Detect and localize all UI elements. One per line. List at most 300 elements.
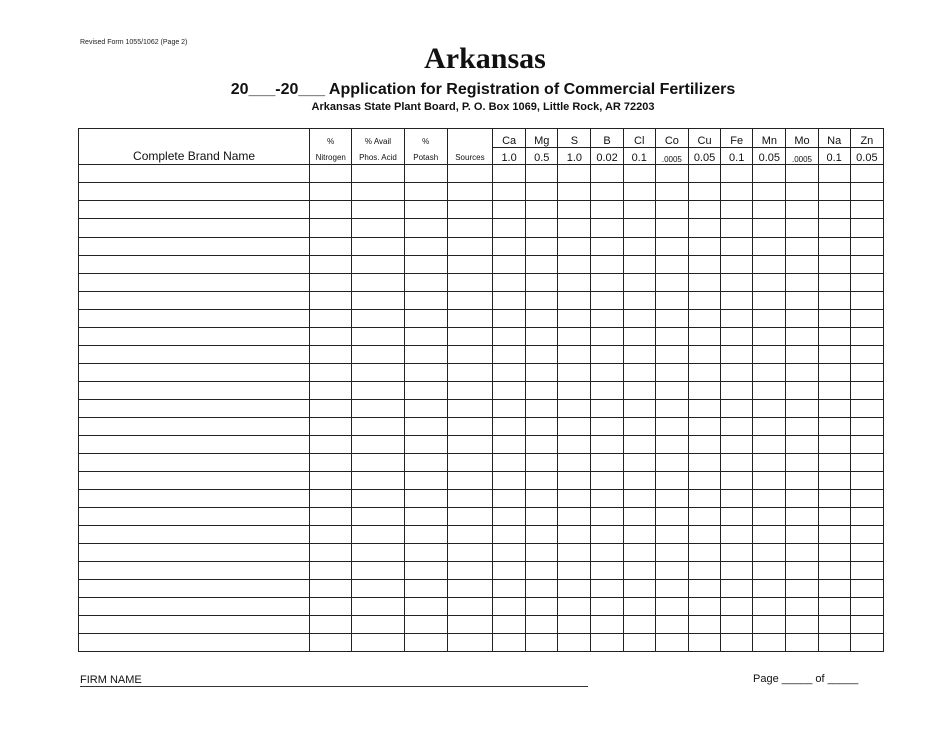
value-cell[interactable] bbox=[558, 633, 591, 651]
value-cell[interactable] bbox=[786, 615, 818, 633]
value-cell[interactable] bbox=[526, 399, 558, 417]
value-cell[interactable] bbox=[558, 219, 591, 237]
value-cell[interactable] bbox=[591, 345, 623, 363]
value-cell[interactable] bbox=[721, 417, 753, 435]
value-cell[interactable] bbox=[623, 525, 655, 543]
value-cell[interactable] bbox=[447, 201, 492, 219]
value-cell[interactable] bbox=[352, 543, 404, 561]
value-cell[interactable] bbox=[688, 255, 720, 273]
value-cell[interactable] bbox=[310, 237, 352, 255]
value-cell[interactable] bbox=[655, 345, 688, 363]
value-cell[interactable] bbox=[753, 219, 786, 237]
value-cell[interactable] bbox=[493, 615, 526, 633]
value-cell[interactable] bbox=[352, 291, 404, 309]
value-cell[interactable] bbox=[526, 579, 558, 597]
value-cell[interactable] bbox=[352, 219, 404, 237]
brand-name-cell[interactable] bbox=[79, 219, 310, 237]
value-cell[interactable] bbox=[850, 291, 883, 309]
value-cell[interactable] bbox=[818, 615, 850, 633]
value-cell[interactable] bbox=[786, 165, 818, 183]
value-cell[interactable] bbox=[310, 201, 352, 219]
value-cell[interactable] bbox=[786, 633, 818, 651]
value-cell[interactable] bbox=[591, 399, 623, 417]
value-cell[interactable] bbox=[623, 219, 655, 237]
value-cell[interactable] bbox=[447, 255, 492, 273]
value-cell[interactable] bbox=[310, 525, 352, 543]
value-cell[interactable] bbox=[623, 633, 655, 651]
value-cell[interactable] bbox=[310, 507, 352, 525]
value-cell[interactable] bbox=[753, 183, 786, 201]
brand-name-cell[interactable] bbox=[79, 597, 310, 615]
value-cell[interactable] bbox=[818, 579, 850, 597]
value-cell[interactable] bbox=[721, 183, 753, 201]
brand-name-cell[interactable] bbox=[79, 525, 310, 543]
value-cell[interactable] bbox=[850, 183, 883, 201]
value-cell[interactable] bbox=[721, 507, 753, 525]
value-cell[interactable] bbox=[753, 291, 786, 309]
value-cell[interactable] bbox=[591, 183, 623, 201]
value-cell[interactable] bbox=[850, 219, 883, 237]
value-cell[interactable] bbox=[493, 381, 526, 399]
value-cell[interactable] bbox=[818, 273, 850, 291]
value-cell[interactable] bbox=[591, 543, 623, 561]
value-cell[interactable] bbox=[655, 435, 688, 453]
value-cell[interactable] bbox=[447, 273, 492, 291]
value-cell[interactable] bbox=[526, 633, 558, 651]
value-cell[interactable] bbox=[688, 183, 720, 201]
value-cell[interactable] bbox=[558, 345, 591, 363]
value-cell[interactable] bbox=[493, 255, 526, 273]
value-cell[interactable] bbox=[850, 507, 883, 525]
value-cell[interactable] bbox=[447, 453, 492, 471]
value-cell[interactable] bbox=[786, 417, 818, 435]
value-cell[interactable] bbox=[591, 381, 623, 399]
value-cell[interactable] bbox=[850, 237, 883, 255]
value-cell[interactable] bbox=[447, 525, 492, 543]
value-cell[interactable] bbox=[786, 291, 818, 309]
value-cell[interactable] bbox=[688, 165, 720, 183]
value-cell[interactable] bbox=[558, 561, 591, 579]
value-cell[interactable] bbox=[850, 633, 883, 651]
value-cell[interactable] bbox=[688, 201, 720, 219]
value-cell[interactable] bbox=[818, 201, 850, 219]
value-cell[interactable] bbox=[623, 291, 655, 309]
value-cell[interactable] bbox=[786, 237, 818, 255]
value-cell[interactable] bbox=[447, 363, 492, 381]
value-cell[interactable] bbox=[591, 291, 623, 309]
value-cell[interactable] bbox=[623, 453, 655, 471]
value-cell[interactable] bbox=[655, 309, 688, 327]
value-cell[interactable] bbox=[526, 507, 558, 525]
value-cell[interactable] bbox=[688, 561, 720, 579]
value-cell[interactable] bbox=[352, 381, 404, 399]
value-cell[interactable] bbox=[655, 417, 688, 435]
brand-name-cell[interactable] bbox=[79, 273, 310, 291]
value-cell[interactable] bbox=[818, 525, 850, 543]
value-cell[interactable] bbox=[753, 471, 786, 489]
value-cell[interactable] bbox=[352, 201, 404, 219]
value-cell[interactable] bbox=[352, 579, 404, 597]
value-cell[interactable] bbox=[753, 237, 786, 255]
value-cell[interactable] bbox=[850, 399, 883, 417]
value-cell[interactable] bbox=[558, 543, 591, 561]
value-cell[interactable] bbox=[591, 417, 623, 435]
value-cell[interactable] bbox=[753, 543, 786, 561]
brand-name-cell[interactable] bbox=[79, 165, 310, 183]
value-cell[interactable] bbox=[623, 183, 655, 201]
value-cell[interactable] bbox=[753, 363, 786, 381]
value-cell[interactable] bbox=[721, 615, 753, 633]
value-cell[interactable] bbox=[493, 237, 526, 255]
value-cell[interactable] bbox=[493, 471, 526, 489]
value-cell[interactable] bbox=[352, 237, 404, 255]
value-cell[interactable] bbox=[493, 507, 526, 525]
brand-name-cell[interactable] bbox=[79, 381, 310, 399]
value-cell[interactable] bbox=[818, 345, 850, 363]
value-cell[interactable] bbox=[655, 165, 688, 183]
value-cell[interactable] bbox=[721, 453, 753, 471]
value-cell[interactable] bbox=[753, 309, 786, 327]
value-cell[interactable] bbox=[623, 471, 655, 489]
value-cell[interactable] bbox=[526, 363, 558, 381]
value-cell[interactable] bbox=[786, 363, 818, 381]
value-cell[interactable] bbox=[818, 183, 850, 201]
value-cell[interactable] bbox=[818, 597, 850, 615]
brand-name-cell[interactable] bbox=[79, 543, 310, 561]
value-cell[interactable] bbox=[558, 183, 591, 201]
value-cell[interactable] bbox=[818, 165, 850, 183]
value-cell[interactable] bbox=[623, 615, 655, 633]
value-cell[interactable] bbox=[688, 597, 720, 615]
value-cell[interactable] bbox=[493, 201, 526, 219]
value-cell[interactable] bbox=[526, 237, 558, 255]
value-cell[interactable] bbox=[352, 165, 404, 183]
value-cell[interactable] bbox=[721, 363, 753, 381]
value-cell[interactable] bbox=[493, 273, 526, 291]
value-cell[interactable] bbox=[753, 327, 786, 345]
value-cell[interactable] bbox=[818, 633, 850, 651]
value-cell[interactable] bbox=[850, 453, 883, 471]
value-cell[interactable] bbox=[558, 453, 591, 471]
value-cell[interactable] bbox=[493, 525, 526, 543]
value-cell[interactable] bbox=[655, 291, 688, 309]
value-cell[interactable] bbox=[526, 165, 558, 183]
value-cell[interactable] bbox=[526, 327, 558, 345]
value-cell[interactable] bbox=[447, 435, 492, 453]
value-cell[interactable] bbox=[310, 489, 352, 507]
value-cell[interactable] bbox=[352, 471, 404, 489]
value-cell[interactable] bbox=[493, 291, 526, 309]
value-cell[interactable] bbox=[786, 255, 818, 273]
value-cell[interactable] bbox=[352, 615, 404, 633]
value-cell[interactable] bbox=[623, 543, 655, 561]
value-cell[interactable] bbox=[688, 399, 720, 417]
value-cell[interactable] bbox=[850, 543, 883, 561]
value-cell[interactable] bbox=[447, 615, 492, 633]
value-cell[interactable] bbox=[558, 237, 591, 255]
value-cell[interactable] bbox=[493, 543, 526, 561]
value-cell[interactable] bbox=[493, 579, 526, 597]
value-cell[interactable] bbox=[404, 219, 447, 237]
value-cell[interactable] bbox=[818, 309, 850, 327]
value-cell[interactable] bbox=[493, 345, 526, 363]
value-cell[interactable] bbox=[493, 363, 526, 381]
value-cell[interactable] bbox=[688, 525, 720, 543]
value-cell[interactable] bbox=[447, 309, 492, 327]
value-cell[interactable] bbox=[447, 597, 492, 615]
value-cell[interactable] bbox=[404, 381, 447, 399]
value-cell[interactable] bbox=[352, 327, 404, 345]
value-cell[interactable] bbox=[753, 399, 786, 417]
value-cell[interactable] bbox=[623, 399, 655, 417]
value-cell[interactable] bbox=[526, 435, 558, 453]
value-cell[interactable] bbox=[591, 165, 623, 183]
value-cell[interactable] bbox=[818, 399, 850, 417]
value-cell[interactable] bbox=[591, 255, 623, 273]
value-cell[interactable] bbox=[655, 399, 688, 417]
value-cell[interactable] bbox=[786, 273, 818, 291]
brand-name-cell[interactable] bbox=[79, 507, 310, 525]
value-cell[interactable] bbox=[688, 507, 720, 525]
value-cell[interactable] bbox=[591, 597, 623, 615]
value-cell[interactable] bbox=[352, 399, 404, 417]
value-cell[interactable] bbox=[310, 255, 352, 273]
value-cell[interactable] bbox=[850, 561, 883, 579]
value-cell[interactable] bbox=[688, 219, 720, 237]
value-cell[interactable] bbox=[688, 363, 720, 381]
value-cell[interactable] bbox=[623, 309, 655, 327]
value-cell[interactable] bbox=[447, 183, 492, 201]
value-cell[interactable] bbox=[721, 579, 753, 597]
value-cell[interactable] bbox=[786, 561, 818, 579]
value-cell[interactable] bbox=[591, 471, 623, 489]
value-cell[interactable] bbox=[352, 453, 404, 471]
value-cell[interactable] bbox=[526, 309, 558, 327]
value-cell[interactable] bbox=[404, 471, 447, 489]
value-cell[interactable] bbox=[850, 435, 883, 453]
value-cell[interactable] bbox=[753, 255, 786, 273]
value-cell[interactable] bbox=[310, 399, 352, 417]
value-cell[interactable] bbox=[404, 507, 447, 525]
value-cell[interactable] bbox=[655, 633, 688, 651]
value-cell[interactable] bbox=[623, 273, 655, 291]
value-cell[interactable] bbox=[818, 237, 850, 255]
value-cell[interactable] bbox=[786, 597, 818, 615]
value-cell[interactable] bbox=[352, 435, 404, 453]
value-cell[interactable] bbox=[753, 417, 786, 435]
value-cell[interactable] bbox=[721, 327, 753, 345]
value-cell[interactable] bbox=[310, 597, 352, 615]
value-cell[interactable] bbox=[786, 399, 818, 417]
value-cell[interactable] bbox=[850, 525, 883, 543]
value-cell[interactable] bbox=[558, 255, 591, 273]
value-cell[interactable] bbox=[623, 417, 655, 435]
value-cell[interactable] bbox=[623, 507, 655, 525]
value-cell[interactable] bbox=[404, 435, 447, 453]
value-cell[interactable] bbox=[558, 201, 591, 219]
value-cell[interactable] bbox=[558, 327, 591, 345]
value-cell[interactable] bbox=[310, 363, 352, 381]
value-cell[interactable] bbox=[526, 255, 558, 273]
value-cell[interactable] bbox=[310, 633, 352, 651]
value-cell[interactable] bbox=[310, 273, 352, 291]
value-cell[interactable] bbox=[623, 561, 655, 579]
value-cell[interactable] bbox=[655, 615, 688, 633]
value-cell[interactable] bbox=[623, 327, 655, 345]
value-cell[interactable] bbox=[818, 435, 850, 453]
value-cell[interactable] bbox=[786, 327, 818, 345]
value-cell[interactable] bbox=[447, 579, 492, 597]
value-cell[interactable] bbox=[655, 363, 688, 381]
value-cell[interactable] bbox=[688, 615, 720, 633]
value-cell[interactable] bbox=[310, 219, 352, 237]
value-cell[interactable] bbox=[310, 345, 352, 363]
value-cell[interactable] bbox=[721, 237, 753, 255]
value-cell[interactable] bbox=[688, 381, 720, 399]
value-cell[interactable] bbox=[753, 615, 786, 633]
value-cell[interactable] bbox=[558, 291, 591, 309]
value-cell[interactable] bbox=[591, 219, 623, 237]
value-cell[interactable] bbox=[753, 453, 786, 471]
value-cell[interactable] bbox=[591, 309, 623, 327]
value-cell[interactable] bbox=[753, 489, 786, 507]
value-cell[interactable] bbox=[655, 327, 688, 345]
value-cell[interactable] bbox=[786, 453, 818, 471]
value-cell[interactable] bbox=[310, 453, 352, 471]
value-cell[interactable] bbox=[404, 633, 447, 651]
value-cell[interactable] bbox=[526, 471, 558, 489]
value-cell[interactable] bbox=[655, 237, 688, 255]
value-cell[interactable] bbox=[818, 471, 850, 489]
value-cell[interactable] bbox=[404, 183, 447, 201]
value-cell[interactable] bbox=[786, 525, 818, 543]
value-cell[interactable] bbox=[404, 615, 447, 633]
value-cell[interactable] bbox=[623, 255, 655, 273]
value-cell[interactable] bbox=[753, 345, 786, 363]
value-cell[interactable] bbox=[558, 507, 591, 525]
value-cell[interactable] bbox=[558, 579, 591, 597]
value-cell[interactable] bbox=[753, 633, 786, 651]
value-cell[interactable] bbox=[447, 399, 492, 417]
value-cell[interactable] bbox=[526, 273, 558, 291]
value-cell[interactable] bbox=[753, 435, 786, 453]
value-cell[interactable] bbox=[721, 435, 753, 453]
value-cell[interactable] bbox=[526, 201, 558, 219]
value-cell[interactable] bbox=[688, 633, 720, 651]
value-cell[interactable] bbox=[526, 417, 558, 435]
value-cell[interactable] bbox=[786, 381, 818, 399]
value-cell[interactable] bbox=[404, 201, 447, 219]
value-cell[interactable] bbox=[721, 633, 753, 651]
value-cell[interactable] bbox=[623, 489, 655, 507]
value-cell[interactable] bbox=[447, 237, 492, 255]
value-cell[interactable] bbox=[493, 561, 526, 579]
value-cell[interactable] bbox=[591, 237, 623, 255]
value-cell[interactable] bbox=[352, 561, 404, 579]
value-cell[interactable] bbox=[447, 345, 492, 363]
value-cell[interactable] bbox=[591, 489, 623, 507]
value-cell[interactable] bbox=[352, 363, 404, 381]
value-cell[interactable] bbox=[558, 381, 591, 399]
value-cell[interactable] bbox=[850, 255, 883, 273]
brand-name-cell[interactable] bbox=[79, 633, 310, 651]
value-cell[interactable] bbox=[623, 579, 655, 597]
brand-name-cell[interactable] bbox=[79, 183, 310, 201]
value-cell[interactable] bbox=[850, 201, 883, 219]
value-cell[interactable] bbox=[655, 453, 688, 471]
brand-name-cell[interactable] bbox=[79, 327, 310, 345]
value-cell[interactable] bbox=[655, 561, 688, 579]
value-cell[interactable] bbox=[526, 525, 558, 543]
value-cell[interactable] bbox=[721, 381, 753, 399]
value-cell[interactable] bbox=[352, 345, 404, 363]
value-cell[interactable] bbox=[591, 633, 623, 651]
brand-name-cell[interactable] bbox=[79, 399, 310, 417]
value-cell[interactable] bbox=[850, 363, 883, 381]
value-cell[interactable] bbox=[493, 597, 526, 615]
value-cell[interactable] bbox=[850, 327, 883, 345]
value-cell[interactable] bbox=[818, 219, 850, 237]
value-cell[interactable] bbox=[558, 489, 591, 507]
value-cell[interactable] bbox=[558, 399, 591, 417]
value-cell[interactable] bbox=[404, 543, 447, 561]
value-cell[interactable] bbox=[447, 417, 492, 435]
value-cell[interactable] bbox=[447, 165, 492, 183]
value-cell[interactable] bbox=[493, 399, 526, 417]
value-cell[interactable] bbox=[818, 327, 850, 345]
value-cell[interactable] bbox=[310, 471, 352, 489]
brand-name-cell[interactable] bbox=[79, 201, 310, 219]
value-cell[interactable] bbox=[310, 327, 352, 345]
value-cell[interactable] bbox=[850, 273, 883, 291]
value-cell[interactable] bbox=[591, 327, 623, 345]
brand-name-cell[interactable] bbox=[79, 363, 310, 381]
value-cell[interactable] bbox=[721, 471, 753, 489]
value-cell[interactable] bbox=[447, 489, 492, 507]
value-cell[interactable] bbox=[493, 453, 526, 471]
value-cell[interactable] bbox=[655, 183, 688, 201]
value-cell[interactable] bbox=[526, 183, 558, 201]
brand-name-cell[interactable] bbox=[79, 237, 310, 255]
value-cell[interactable] bbox=[493, 165, 526, 183]
value-cell[interactable] bbox=[818, 255, 850, 273]
value-cell[interactable] bbox=[404, 399, 447, 417]
value-cell[interactable] bbox=[623, 435, 655, 453]
brand-name-cell[interactable] bbox=[79, 615, 310, 633]
value-cell[interactable] bbox=[404, 255, 447, 273]
value-cell[interactable] bbox=[786, 489, 818, 507]
value-cell[interactable] bbox=[404, 453, 447, 471]
value-cell[interactable] bbox=[688, 327, 720, 345]
value-cell[interactable] bbox=[310, 165, 352, 183]
value-cell[interactable] bbox=[688, 417, 720, 435]
value-cell[interactable] bbox=[526, 219, 558, 237]
value-cell[interactable] bbox=[526, 381, 558, 399]
value-cell[interactable] bbox=[493, 633, 526, 651]
value-cell[interactable] bbox=[591, 363, 623, 381]
value-cell[interactable] bbox=[404, 525, 447, 543]
value-cell[interactable] bbox=[591, 453, 623, 471]
value-cell[interactable] bbox=[526, 291, 558, 309]
value-cell[interactable] bbox=[623, 165, 655, 183]
value-cell[interactable] bbox=[404, 273, 447, 291]
value-cell[interactable] bbox=[721, 399, 753, 417]
value-cell[interactable] bbox=[721, 543, 753, 561]
value-cell[interactable] bbox=[310, 579, 352, 597]
value-cell[interactable] bbox=[721, 291, 753, 309]
value-cell[interactable] bbox=[404, 597, 447, 615]
value-cell[interactable] bbox=[850, 615, 883, 633]
